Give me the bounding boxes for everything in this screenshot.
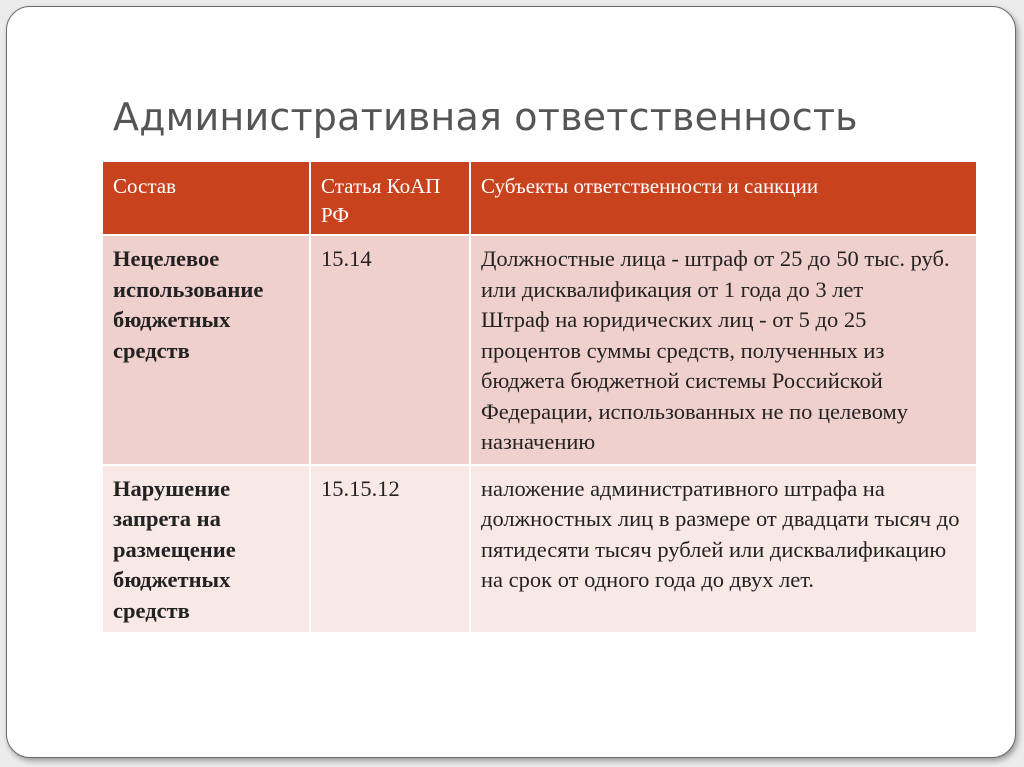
table-header-row [103, 162, 976, 234]
header-composition: Состав [103, 162, 309, 234]
liability-table [101, 160, 978, 634]
offense-name: Нарушение запрета на размещение бюджетных средств [103, 466, 309, 633]
slide-title: Административная ответственность [113, 95, 858, 139]
offense-name: Нецелевое использование бюджетных средств [103, 236, 309, 464]
sanction-text: Должностные лица - штраф от 25 до 50 тыс. руб. или дисквалификация от 1 года до 3 лет [481, 246, 950, 302]
sanctions-cell [471, 236, 976, 464]
sanction-text: наложение административного штрафа на должностных лиц в размере от двадцати тысяч до пятидесяти тысяч рублей или дисквалификацию на срок от одного года до двух лет. [481, 475, 960, 592]
sanctions-cell [471, 466, 976, 633]
table-row [103, 236, 976, 464]
header-article: Статья КоАП РФ [311, 162, 469, 234]
article-number: 15.15.12 [311, 466, 469, 633]
sanction-text: Штраф на юридических лиц - от 5 до 25 процентов суммы средств, полученных из бюджета бюджетной системы Российской Федерации, использованных не по целевому назначению [481, 307, 909, 454]
header-sanctions: Субъекты ответственности и санкции [471, 162, 976, 234]
slide [6, 6, 1016, 758]
table-row [103, 466, 976, 633]
article-number: 15.14 [311, 236, 469, 464]
